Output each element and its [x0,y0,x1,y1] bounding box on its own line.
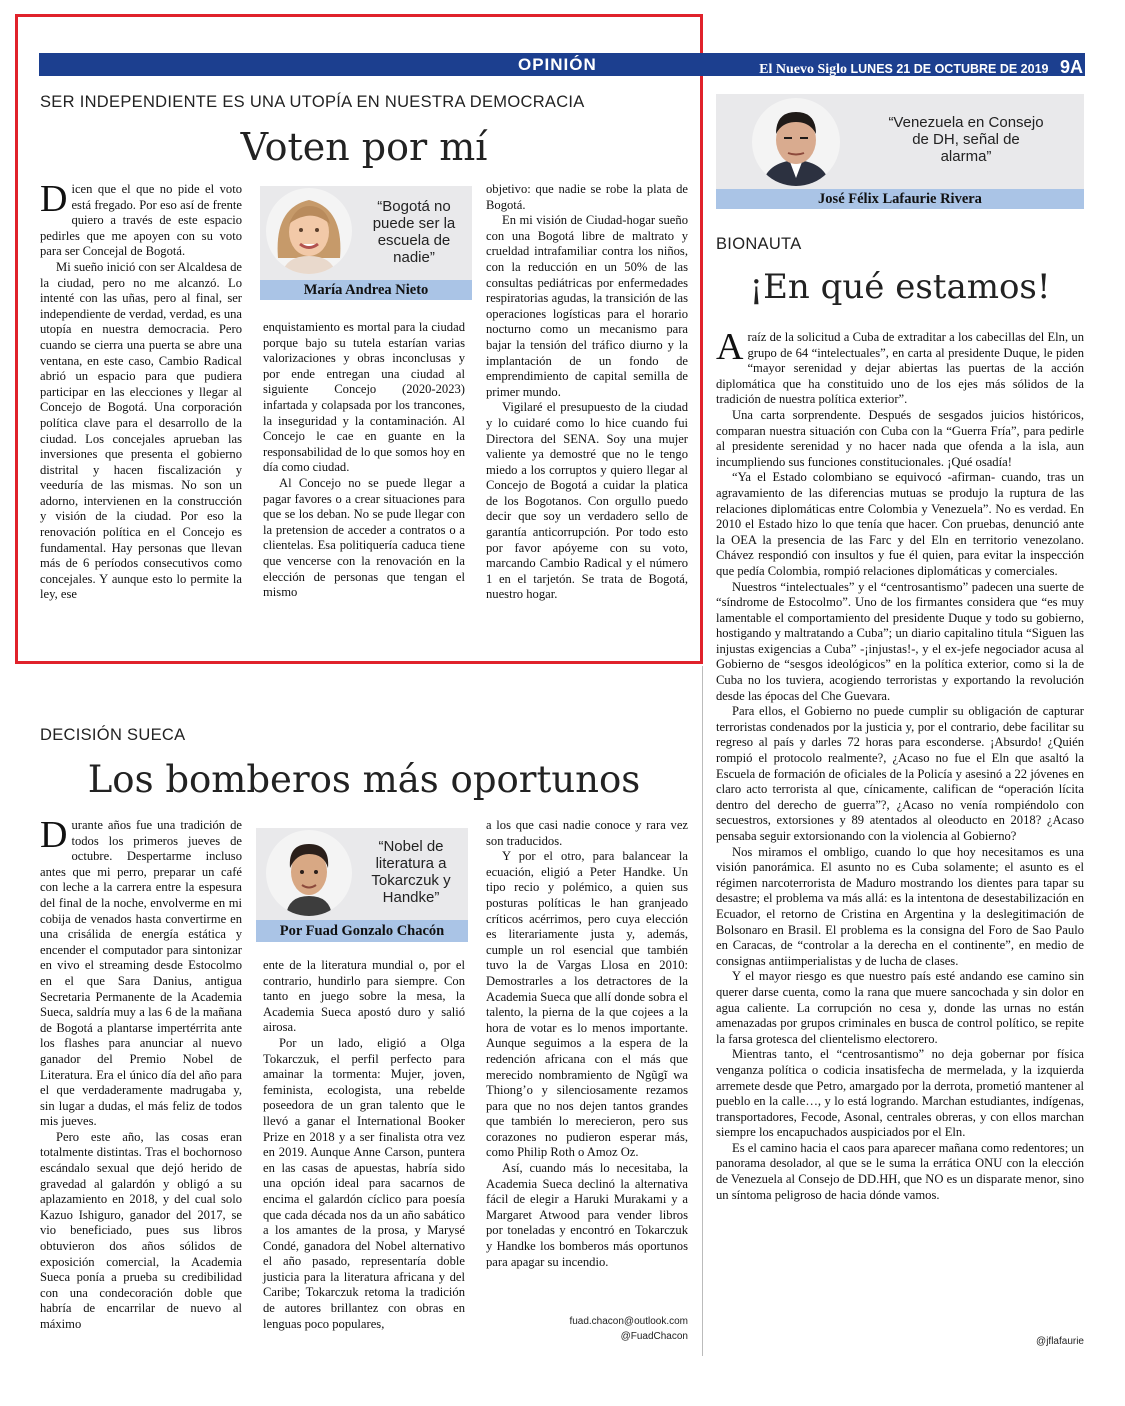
article2-quote-box [256,828,468,942]
section-title: OPINIÓN [518,55,597,74]
article2-col3-p1: a los que casi nadie conoce y rara vez son traducidos. [486,818,688,848]
header-date: LUNES 21 DE OCTUBRE DE 2019 [850,62,1049,76]
article1-author: María Andrea Nieto [260,280,472,300]
article3-p9: Es el camino hacia el caos para aparecer mañana como redentores; un panorama desolador, al que se le suma la errática ONU con la elección de Venezuela al Consejo de DD.HH, que NO es un disparate menor, sino un síntoma peligroso de hacia dónde vamos. [716,1140,1084,1202]
article1-col2-p2: Al Concejo no se puede llegar a pagar favores o a crear situaciones para que se los deban. No se pude llegar con la pretension de acceder a contratos o a clientelas. Esa politiquería caduca tiene que vencerse con la renovación en la elección de personas que tengan el mismo [263,475,465,600]
portrait-icon [266,188,352,274]
article1-col1-p1: icen que el que no pide el voto está fregado. Por eso así de frente quiero a través de este espacio pedirles que me apoyen con su voto para ser Concejal de Bogotá. [40,182,242,259]
article2-kicker: DECISIÓN SUECA [40,726,186,744]
column-divider [702,666,703,1356]
author-photo-jose-felix-lafaurie [752,98,840,186]
article3-p1: raíz de la solicitud a Cuba de extraditar a los cabecillas del Eln, un grupo de 64 “intelectuales”, en carta al presidente Duque, le piden “mayor serenidad y dejar abiertas las puertas de la acción diplomática que ha constituido uno de los ejes más sólidos de la tradición de nuestra política exterior”. [716,330,1084,407]
article1-column-1 [40,178,242,603]
article2-col3-p2: Y por el otro, para balancear la ecuación, eligió a Peter Handke. Un tipo recio y polémico, a quien sus posturas políticas le han granjeado críticos acérrimos, pero cuya elección es literariamente justa y, además, cumple un rol esencial que también tuvo la de Vargas Llosa en 2010: Demostrarles a los detractores de la Academia Sueca que allí donde sobra el talento, la pierna de la que cojees a la hora de votar es lo menos importante. Aunque seguimos a la espera de la redención africana con el más que merecido nombramiento de Ngũgĩ wa Thiong’o y silenciosamente rezamos para que no nos dejen tantos grandes que también lo merecieron, pero sus corazones no pudieron esperar más, como Philip Roth o Amoz Oz. [486,849,688,1160]
author-photo-maria-andrea-nieto [266,188,352,274]
article3-kicker: BIONAUTA [716,235,802,253]
article2-col2-p1: ente de la literatura mundial o, por el contrario, hundirlo para siempre. Con tanto en juego sobre la mesa, la Academia Sueca apostó duro y salió airosa. [263,958,465,1035]
article1-title: Voten por mí [240,125,488,169]
newspaper-logo: El Nuevo Siglo [759,62,848,77]
page-number: 9A [1059,57,1083,77]
article1-kicker: SER INDEPENDIENTE ES UNA UTOPÍA EN NUESTRA DEMOCRACIA [40,93,585,111]
article2-twitter: @FuadChacon [620,1331,688,1342]
article1-col3-p3: Vigilaré el presupuesto de la ciudad y lo cuidaré como lo hice cuando fui Directora del SENA. Soy una mujer valiente ya demostré que no le tengo miedo a los corruptos y quiero llegar al Concejo de Bogotá a cuidar la platica de los Bogotanos. Con orgullo puedo decir que soy un verdadero sello de garantía anticorrupción. Por todo esto por favor apóyeme con su voto, marcando Cambio Radical y el número 1 en el tarjetón. Se trata de Bogotá, nuestro hogar. [486,400,688,602]
article2-column-2 [263,958,465,1332]
article3-p3: “Ya el Estado colombiano se equivocó -afirman- cuando, tras un agravamiento de las diferencias mutuas se produjo la ruptura de las relaciones diplomáticas entre Colombia y Venezuela”. No es verdad. En 2010 el Estado hizo lo que tenía que hacer. Con pruebas, denunció ante la OEA la presencia de las Farc y del Eln en territorio venezolano. Chávez respondió con insultos y fue él quien, para evitar la inspección que pedía Colombia, rompió relaciones diplomáticas y comerciales. [716,470,1084,578]
article1-dropcap: D [40,178,68,220]
article2-column-3 [486,818,688,1270]
article1-col1-p2: Mi sueño inició con ser Alcaldesa de la ciudad, pero no me alcanzó. Lo intenté con las uñas, pero al final, ser independiente de verdad, verdad, es una utopía en nuestra democracia. Pero cuando se cierra una puerta se abre una ventana, en este caso, Cambio Radical abrió un espacio para que pudiera participar en las elecciones y llegar al Concejo de Bogotá. Una corporación política clave para el desarrollo de la ciudad. Los concejales aprueban las inversiones que presenta el gobierno distrital y hacen fiscalización y veeduría de las mismas. No son un adorno, intervienen en la construcción y visión de la ciudad. Por eso la renovación política en el Concejo es fundamental. Hay personas que llevan más de 6 períodos consecutivos como concejales. Y aunque esto lo permite la ley, ese [40,259,242,602]
article1-quote: “Bogotá no puede ser la escuela de nadie” [372,198,456,266]
article3-dropcap: A [716,326,744,368]
article1-col2-p1: enquistamiento es mortal para la ciudad porque bajo su tutela estarían varias valorizaciones y obras inconclusas y por ende entregan una ciudad al siguiente Concejo (2020-2023) infartada y colapsada por los trancones, la inseguridad y la contaminación. Al Concejo le cae en guante en la responsabilidad de lo que somos hoy en día como ciudad. [263,320,465,475]
article2-quote: “Nobel de literatura a Tokarczuk y Handke” [371,838,451,906]
article2-dropcap: D [40,814,68,856]
article3-p4: Nuestros “intelectuales” y el “centrosantismo” padecen una suerte de “síndrome de Estocolmo”. Uno de los firmantes considera que “es muy lamentable el comportamiento del presidente Duque y todo su gobierno, hostigando y maltratando a Cuba”; un diario capitalino titula “Siguen las injustas exigencias a Cuba” -¡injustas!-, y el ex-jefe negociador acusa al Gobierno de “sesgos ideológicos” en la política exterior, como si la de Cuba no los tuviera, acogiendo terroristas y exportando la revolución desde las épocas del Che Guevara. [716,579,1084,703]
article1-col3-p1: objetivo: que nadie se robe la plata de Bogotá. [486,182,688,212]
article2-author: Por Fuad Gonzalo Chacón [256,920,468,942]
article3-title: ¡En qué estamos! [749,267,1051,307]
portrait-icon [752,98,840,186]
article3-author: José Félix Lafaurie Rivera [716,189,1084,209]
article3-twitter: @jflafaurie [1036,1336,1084,1347]
header-meta [759,57,1083,78]
article2-col2-p2: Por un lado, eligió a Olga Tokarczuk, el perfil perfecto para amainar la tormenta: Mujer, joven, feminista, ecologista, una rebelde poseedora de un gran talento que le llevó a ganar el International Booker Prize en 2018 y a ser finalista otra vez en 2019. Aunque Anne Carson, puntera en las casas de apuestas, habría sido una opción ideal para sacarnos de encima el galardón cíclico para poesía que cada década nos da un año sabático a los amantes de la prosa, y Marysé Condé, ganadora del Nobel alternativo el año pasado, representaría doble justicia para la literatura africana y del Caribe; Tokarczuk retoma la tradición de autores brillantez con obras en lenguas poco populares, [263,1035,465,1331]
article3-p5: Para ellos, el Gobierno no puede cumplir su obligación de capturar terroristas condenados por la justicia y, por el contrario, debe facilitar su regreso al país y darles 72 horas para esconderse. ¡Absurdo! ¿Quién rompió el protocolo realmente?, ¿Acaso no fue el Eln que asaltó la Escuela de formación de oficiales de la Policía y asesinó a 22 jóvenes en claro acto terrorista al que, cínicamente, califican de “operación lícita dentro del derecho de guerra”?, ¿Acaso no venía rompiéndolo con secuestros, extorsiones y 89 atentados al oleoducto en 2018? ¿Acaso pensaba seguir extorsionando con la violencia al Gobierno? [716,704,1084,843]
author-photo-fuad-gonzalo-chacon [266,830,352,916]
article2-column-1 [40,814,242,1333]
article2-title: Los bomberos más oportunos [87,758,641,801]
article1-column-3 [486,182,688,603]
article3-body [716,326,1084,1203]
article2-col3-p3: Así, cuando más lo necesitaba, la Academia Sueca declinó la alternativa fácil de elegir a Haruki Murakami y a Margaret Atwood para vender libros por toneladas y encontró en Tokarczuk y Handke los bomberos más oportunos para apagar su incendio. [486,1161,688,1269]
article3-p7: Y el mayor riesgo es que nuestro país esté andando ese camino sin querer darse cuenta, como la rana que muere sancochada y sin dolor en agua caliente. La corrupción no cesa y, donde las urnas no están amenazadas por grupos criminales en busca de control político, se repite la farsa grotesca del clientelismo electorero. [716,969,1084,1046]
article2-email: fuad.chacon@outlook.com [569,1316,688,1327]
article2-col1-p2: Pero este año, las cosas eran totalmente distintas. Tras el bochornoso escándalo sexual que dejó herido de gravedad al galardón y obligó a su aplazamiento en 2018, y del cual solo Kazuo Ishiguro, ganador del 2017, se vio beneficiado, pues sus libros obtuvieron dos años sólidos de exposición comercial, la Academia Sueca ponía a prueba su credibilidad con una condecoración doble que habría de encarrilar de nuevo al máximo [40,1129,242,1331]
article3-p6: Nos miramos el ombligo, cuando lo que hoy necesitamos es una visión panorámica. El asunto no es Cuba solamente; el asunto es el régimen narcoterrorista de Maduro mostrando los dientes para tapar su desastre; el problema va más allá: es la intentona de desestabilización en Ecuador, el retorno de Cristina en Argentina y la deslegitimación de Bolsonaro en Brasil. El problema es la consigna del Foro de Sao Paulo en Caracas, de “controlar a la derecha en el continente”, en medio de consignas antiimperialistas y de lucha de clases. [716,844,1084,968]
article3-p2: Una carta sorprendente. Después de sesgados juicios históricos, comparan nuestra situación con Cuba con la “Guerra Fría”, para pedirle al presidente serenidad y no hacer nada que ofenda a la isla, aun incumpliendo sus funciones constitucionales. ¡Qué osadía! [716,407,1084,469]
article1-quote-box [260,186,472,300]
article2-col1-p1: urante años fue una tradición de todos los primeros jueves de octubre. Despertarme incluso antes que mi perro, preparar un café con leche a la carrera entre la espesura del final de la noche, envolverme en mi cobija de venados hasta convertirme en una crisálida de energía estática y encender el computador para sintonizar en vivo el streaming desde Estocolmo en el que Sara Danius, antigua Secretaria Permanente de la Academia Sueca, saldría muy a las 6 de la mañana de Bogotá a plantarse impertérrita ante los flashes para anunciar al nuevo ganador del Premio Nobel de Literatura. Era el único día del año para el que verdaderamente madrugaba y, sin lugar a dudas, el más feliz de todos mis jueves. [40,818,242,1129]
article1-column-2 [263,320,465,601]
article1-col3-p2: En mi visión de Ciudad-hogar sueño con una Bogotá libre de maltrato y crueldad intrafamiliar contra los niños, con la reducción en un 50% de las consultas pediátricas por enfermedades respiratorias agudas, la transición de las operaciones logísticas para el horario nocturno como un mecanismo para bajar la tensión del tráfico diurno y la implantación de un fondo de emprendimiento de capital semilla de primer mundo. [486,213,688,399]
article3-p8: Mientras tanto, el “centrosantismo” no deja gobernar por física venganza política o codicia insatisfecha de mermelada, y la izquierda arremete desde que Petro, amargado por la derrota, prometió mantener al pueblo en la calle…, y lo está logrando. Marchan estudiantes, indígenas, transportadores, Fecode, Asonal, centrales obreras, y con ellos marchan siempre los encapuchados auspiciados por el Eln. [716,1047,1084,1140]
article3-quote: “Venezuela en Consejo de DH, señal de alarma” [888,114,1044,165]
article3-quote-box [716,94,1084,209]
portrait-icon [266,830,352,916]
